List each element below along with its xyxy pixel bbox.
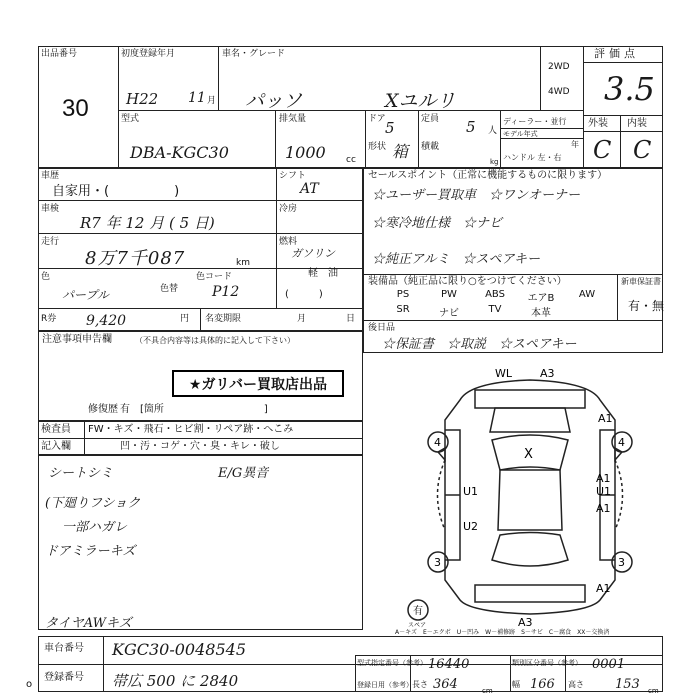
shift: AT: [300, 181, 319, 197]
usage-label: 車歴: [41, 171, 60, 181]
ac-label: 冷房: [279, 204, 298, 214]
repair-label: 修復歴: [88, 404, 118, 415]
inspection: R7 年 12 月 ( 5 日): [80, 214, 215, 232]
equipment-title: 装備品（純正品に限り○をつけてください）: [368, 276, 567, 287]
lot-no-label: 出品番号: [41, 49, 78, 59]
handle-label: ハンドル 左・右: [503, 153, 562, 162]
exterior-label: 外装: [588, 118, 608, 129]
model-code: DBA-KGC30: [130, 143, 229, 162]
diag-label-u2: U2: [463, 520, 479, 533]
color-no-label: 色コード: [196, 272, 233, 282]
mileage: 8万7千087: [85, 248, 186, 269]
equip-tv: TV: [488, 304, 502, 315]
score: 3.5: [604, 70, 655, 108]
tax: 9,420: [86, 313, 127, 329]
plate-label: 登録番号: [44, 672, 84, 683]
model-year-label: モデル年式: [503, 130, 538, 138]
diag-spare-caption: スペア: [408, 622, 427, 629]
exterior-grade: C: [593, 136, 612, 164]
entry-label: 記入欄: [41, 441, 71, 452]
equip-ps: PS: [396, 289, 410, 300]
displacement: 1000: [285, 143, 326, 162]
type-no: 16440: [428, 657, 470, 672]
drive-4wd: 4WD: [548, 87, 570, 97]
size-label: 登録日用（参考）: [357, 681, 413, 689]
color-change-label: 色替: [160, 284, 179, 294]
sale-point-line-3: ☆純正アルミ ☆スペアキー: [372, 252, 540, 267]
fuel-label: 燃料: [279, 237, 298, 247]
chassis: KGC30-0048545: [112, 640, 246, 659]
note-2: (下廻りフショク: [45, 496, 141, 511]
interior-grade: C: [633, 136, 652, 164]
diag-label-a1-rr: A1: [596, 502, 611, 515]
sale-points-title: セールスポイント（正常に機能するものに限ります）: [368, 170, 608, 181]
class-no-label: 類別区分番号（参考）: [512, 659, 582, 667]
type-no-label: 型式指定番号（参考）: [357, 659, 427, 667]
corner-mark: o: [26, 679, 33, 690]
yen-unit: 円: [180, 314, 190, 324]
inspection-label: 車検: [41, 204, 60, 214]
kg-unit: kg: [490, 158, 499, 166]
note-3: 一部ハガレ: [62, 520, 128, 535]
cc-unit: cc: [346, 155, 356, 165]
body-shape-label: 形状: [368, 142, 387, 152]
equip-pw: PW: [441, 289, 457, 300]
dealer-label: ディーラー・並行: [503, 117, 567, 126]
fuel-diesel: 軽 油: [308, 268, 338, 279]
car-damage-diagram: [400, 360, 662, 630]
year-unit: 年: [571, 140, 579, 149]
interior-label: 内装: [627, 118, 647, 129]
chassis-label: 車台番号: [44, 643, 84, 654]
displacement-label: 排気量: [279, 114, 307, 124]
codes-row-1: FW・キズ・飛石・ヒビ割・リペア跡・へこみ: [88, 424, 294, 435]
diag-tire-lf: 4: [434, 436, 441, 449]
codes-row-2: 凹・汚・コゲ・穴・臭・キレ・破し: [120, 441, 280, 452]
month-unit: 月: [207, 96, 217, 106]
height: 153: [615, 677, 640, 692]
later-items: ☆保証書 ☆取説 ☆スペアキー: [382, 337, 577, 352]
score-label: 評価点: [594, 47, 639, 60]
body-shape: 箱: [392, 142, 409, 161]
shift-label: シフト: [279, 171, 307, 181]
length-label: 長さ: [412, 680, 428, 689]
diag-label-a1-rf: A1: [598, 412, 613, 425]
tax-label: R券: [41, 314, 57, 324]
equip-aw: AW: [578, 289, 596, 300]
km-unit: km: [236, 258, 250, 268]
color: パープル: [62, 288, 109, 302]
diag-label-u1-l: U1: [463, 485, 479, 498]
height-unit: cm: [648, 687, 659, 695]
warranty: 有・無: [628, 299, 665, 313]
height-label: 高さ: [568, 680, 584, 689]
width: 166: [530, 677, 555, 692]
inspector-label: 検査員: [41, 424, 71, 435]
equip-navi: ナビ: [439, 308, 459, 319]
width-label: 幅: [512, 680, 520, 689]
note-4: ドアミラーキズ: [45, 544, 136, 559]
mileage-label: 走行: [41, 237, 60, 247]
model-name: パッソ: [245, 90, 303, 112]
repair-value: 有 [箇所 ]: [120, 404, 268, 415]
grade: Xユルリ: [385, 90, 456, 112]
notes-title: 注意事項申告欄: [42, 334, 112, 345]
first-reg-era: H22: [126, 90, 159, 108]
damage-legend: A－キズ E－エクボ U－凹み W－補修跡 S－サビ C－腐食 XX－交換済: [395, 629, 610, 636]
equip-sr: SR: [396, 304, 410, 315]
notes-subtitle: （不具合内容等は具体的に記入して下さい）: [135, 336, 295, 345]
diag-spare: 有: [413, 606, 423, 617]
auction-stamp: ★ガリバー買取店出品: [172, 370, 344, 397]
diag-label-a3-rear: A3: [518, 616, 533, 629]
diag-label-x: X: [524, 447, 533, 462]
fuel-other: ( ): [285, 289, 323, 300]
diag-tire-rf: 4: [618, 436, 625, 449]
diag-tire-rr: 3: [618, 556, 625, 569]
capacity-label: 積載: [421, 142, 440, 152]
note-1: シートシミ: [48, 466, 114, 481]
lot-no: 30: [62, 95, 89, 122]
fuel-gas: ガソリン: [291, 247, 335, 260]
plate: 帯広 500 に 2840: [112, 672, 239, 690]
doors: 5: [385, 119, 395, 137]
diag-label-wl: WL: [495, 367, 513, 380]
diag-tire-lr: 3: [434, 556, 441, 569]
diag-label-a1-rb: A1: [596, 582, 611, 595]
equipment-grid: [380, 289, 610, 319]
month-label: 月: [297, 314, 307, 324]
sale-point-line-1: ☆ユーザー買取車 ☆ワンオーナー: [372, 188, 581, 203]
model-name-label: 車名・グレード: [222, 49, 286, 59]
length: 364: [433, 677, 458, 692]
usage: 自家用・( ): [52, 184, 180, 199]
note-6: タイヤAWキズ: [45, 616, 132, 631]
seats: 5: [466, 118, 476, 136]
note-5: E/G異音: [218, 466, 269, 481]
seats-label: 定員: [421, 114, 440, 124]
diag-label-a3-front: A3: [540, 367, 555, 380]
diag-label-u1-r: U1: [596, 485, 612, 498]
equip-abs: ABS: [485, 289, 505, 300]
equip-leather: 本革: [531, 308, 551, 319]
drive-2wd: 2WD: [548, 62, 570, 72]
class-no: 0001: [592, 657, 626, 672]
later-label: 後日品: [368, 323, 396, 333]
doors-label: ドア: [368, 114, 386, 124]
first-reg-label: 初度登録年月: [121, 49, 176, 59]
first-reg-month: 11: [188, 90, 206, 106]
length-unit: cm: [482, 687, 493, 695]
equip-airbag: エアB: [527, 293, 555, 304]
color-no: P12: [212, 284, 240, 300]
new-warranty-label: 新車保証書: [621, 277, 661, 286]
color-label: 色: [41, 272, 51, 282]
sale-point-line-2: ☆寒冷地仕様 ☆ナビ: [372, 216, 503, 231]
name-change-label: 名変期限: [205, 314, 242, 324]
seats-unit: 人: [488, 126, 498, 136]
model-code-label: 型式: [121, 114, 140, 124]
day-label: 日: [346, 314, 356, 324]
diag-label-a1-rd: A1: [596, 472, 611, 485]
